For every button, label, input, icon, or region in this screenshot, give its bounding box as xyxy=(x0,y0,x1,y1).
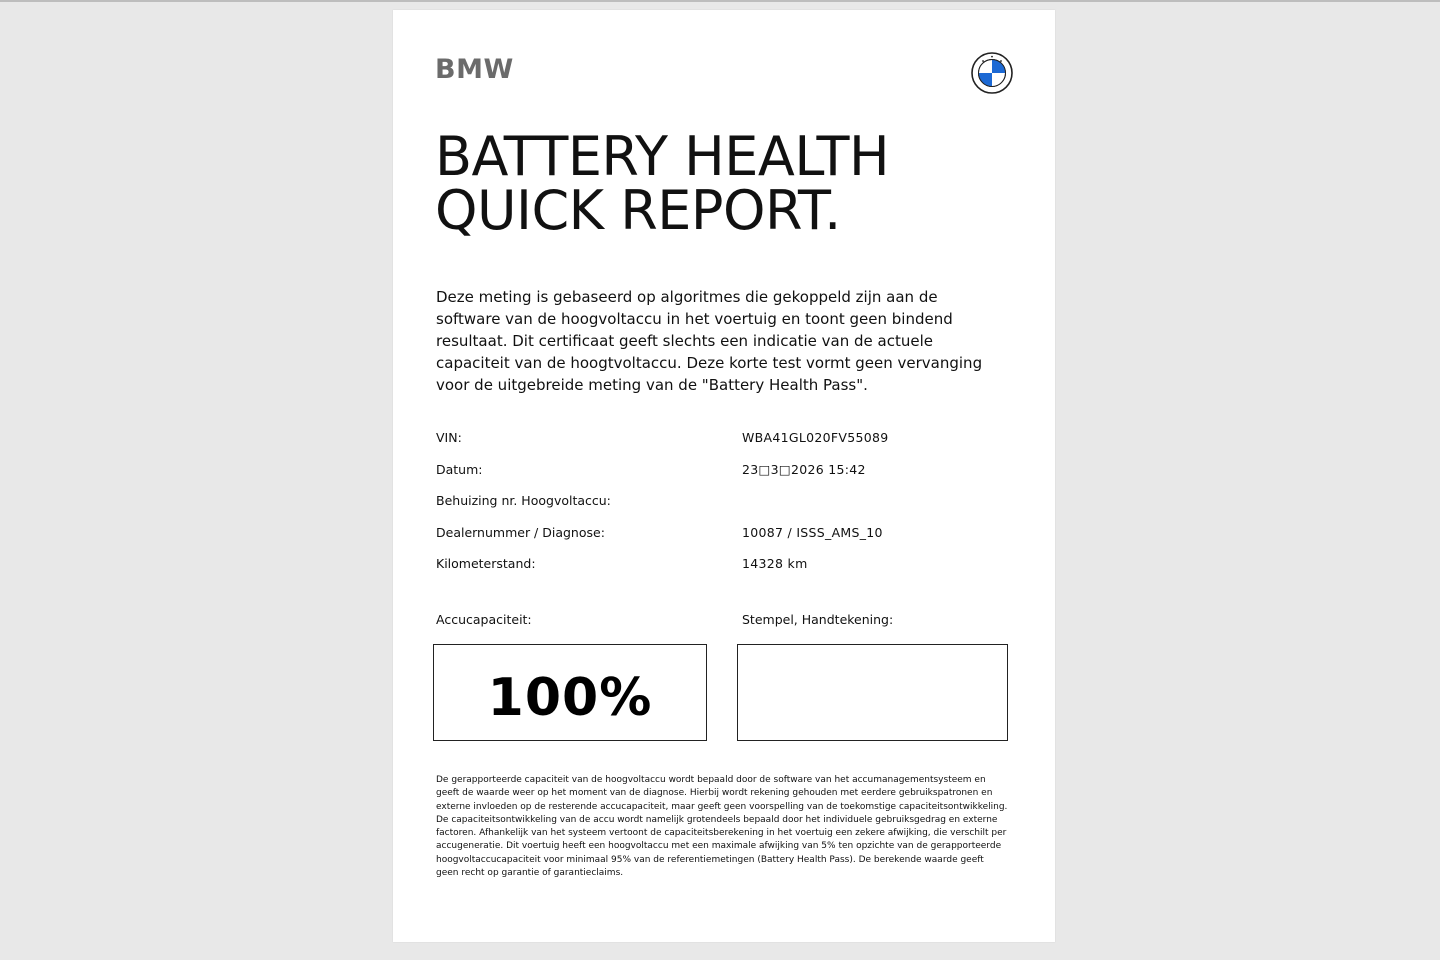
housing-label: Behuizing nr. Hoogvoltaccu: xyxy=(436,493,611,508)
vin-label: VIN: xyxy=(436,430,462,445)
bmw-roundel-icon xyxy=(971,52,1013,94)
report-title-line-1: BATTERY HEALTH xyxy=(435,125,890,188)
vin-value: WBA41GL020FV55089 xyxy=(742,430,889,445)
dealer-value: 10087 / ISSS_AMS_10 xyxy=(742,524,883,540)
capacity-box xyxy=(433,644,707,741)
mileage-value: 14328 km xyxy=(742,556,808,571)
info-row-housing xyxy=(436,483,1016,515)
stamp-signature-box xyxy=(737,644,1008,741)
date-value: 23□3□2026 15:42 xyxy=(742,461,866,477)
report-title-line-2: QUICK REPORT. xyxy=(435,179,841,242)
capacity-value: 100% xyxy=(487,667,653,728)
vehicle-info-table xyxy=(436,420,1016,578)
brand-wordmark: BMW xyxy=(435,54,514,85)
dealer-label: Dealernummer / Diagnose: xyxy=(436,524,605,540)
stamp-label: Stempel, Handtekening: xyxy=(742,612,894,627)
report-page xyxy=(393,10,1055,942)
disclaimer-text: De gerapporteerde capaciteit van de hoogvoltaccu wordt bepaald door de software van het accumanagementsysteem en geeft de waarde weer op het moment van de diagnose. Hierbij wordt rekening gehouden met eerdere gebruikspatronen en externe invloeden op de resterende accucapaciteit, maar geeft geen voorspelling van de toekomstige capaciteitsontwikkeling. De capaciteitsontwikkeling van de accu wordt namelijk grotendeels bepaald door het individuele gebruiksgedrag en externe factoren. Afhankelijk van het systeem vertoont de capaciteitsberekening in het voertuig een zekere afwijking, die verschilt per accugeneratie. Dit voertuig heeft een hoogvoltaccu met een maximale afwijking van 5% ten opzichte van de gerapporteerde hoogvoltaccucapaciteit voor minimaal 95% van de referentiemetingen (Battery Health Pass). De berekende waarde geeft geen recht op garantie of garantieclaims. xyxy=(436,775,1008,879)
window-top-border xyxy=(0,0,1440,2)
date-label: Datum: xyxy=(436,461,483,477)
intro-paragraph: Deze meting is gebaseerd op algoritmes die gekoppeld zijn aan de software van de hoogvoltaccu in het voertuig en toont geen bindend resultaat. Dit certificaat geeft slechts een indicatie van de actuele capaciteit van de hoogtvoltaccu. Deze korte test vormt geen vervanging voor de uitgebreide meting van de "Battery Health Pass". xyxy=(436,288,983,394)
info-row-vin xyxy=(436,420,1016,452)
info-row-mileage xyxy=(436,546,1016,578)
info-row-dealer xyxy=(436,515,1016,547)
mileage-label: Kilometerstand: xyxy=(436,556,536,571)
info-row-date xyxy=(436,452,1016,484)
report-title xyxy=(435,125,890,242)
capacity-label: Accucapaciteit: xyxy=(436,612,532,627)
